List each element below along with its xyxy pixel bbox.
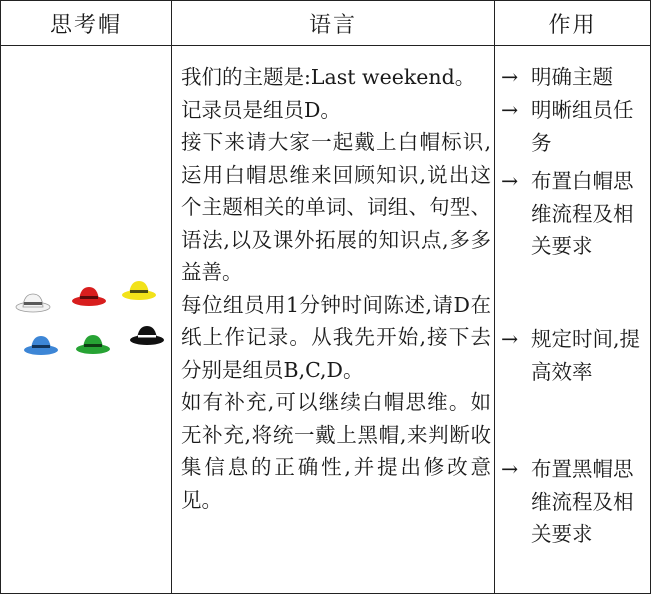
language-paragraph: 每位组员用1分钟时间陈述,请D在纸上作记录。从我先开始,接下去分别是组员B,C,D。 <box>181 292 491 382</box>
blue-hat-icon <box>23 333 59 357</box>
column-divider <box>171 1 172 593</box>
arrow-icon: → <box>501 98 519 122</box>
red-hat-icon <box>71 284 107 308</box>
header-function: 作用 <box>548 12 597 38</box>
arrow-icon: → <box>501 65 519 89</box>
language-paragraph: 接下来请大家一起戴上白帽标识,运用白帽思维来回顾知识,说出这个主题相关的单词、词组、句型、语法,以及课外拓展的知识点,多多益善。 <box>181 130 491 284</box>
function-item <box>501 94 649 159</box>
function-text: 布置黑帽思维流程及相关要求 <box>531 457 634 546</box>
function-item <box>501 453 649 551</box>
yellow-hat-icon <box>121 278 157 302</box>
language-cell <box>181 61 491 516</box>
function-item <box>501 61 649 94</box>
arrow-icon: → <box>501 327 519 351</box>
arrow-icon: → <box>501 169 519 193</box>
header-language: 语言 <box>308 12 357 38</box>
language-paragraph: 如有补充,可以继续白帽思维。如无补充,将统一戴上黑帽,来判断收集信息的正确性,并提出修改意见。 <box>181 390 491 512</box>
hats-illustration <box>1 46 171 593</box>
function-text: 明确主题 <box>531 65 613 89</box>
function-item <box>501 165 649 263</box>
language-paragraph: 记录员是组员D。 <box>181 97 341 122</box>
black-hat-icon <box>129 323 165 347</box>
language-paragraph: 我们的主题是:Last weekend。 <box>181 65 476 89</box>
white-hat-icon <box>15 291 51 313</box>
column-divider <box>494 1 495 593</box>
header-thinking-hat: 思考帽 <box>49 12 122 38</box>
function-text: 明晰组员任务 <box>531 98 634 155</box>
function-item <box>501 323 649 388</box>
function-text: 布置白帽思维流程及相关要求 <box>531 169 634 258</box>
green-hat-icon <box>75 332 111 356</box>
arrow-icon: → <box>501 457 519 481</box>
function-text: 规定时间,提高效率 <box>531 327 641 384</box>
